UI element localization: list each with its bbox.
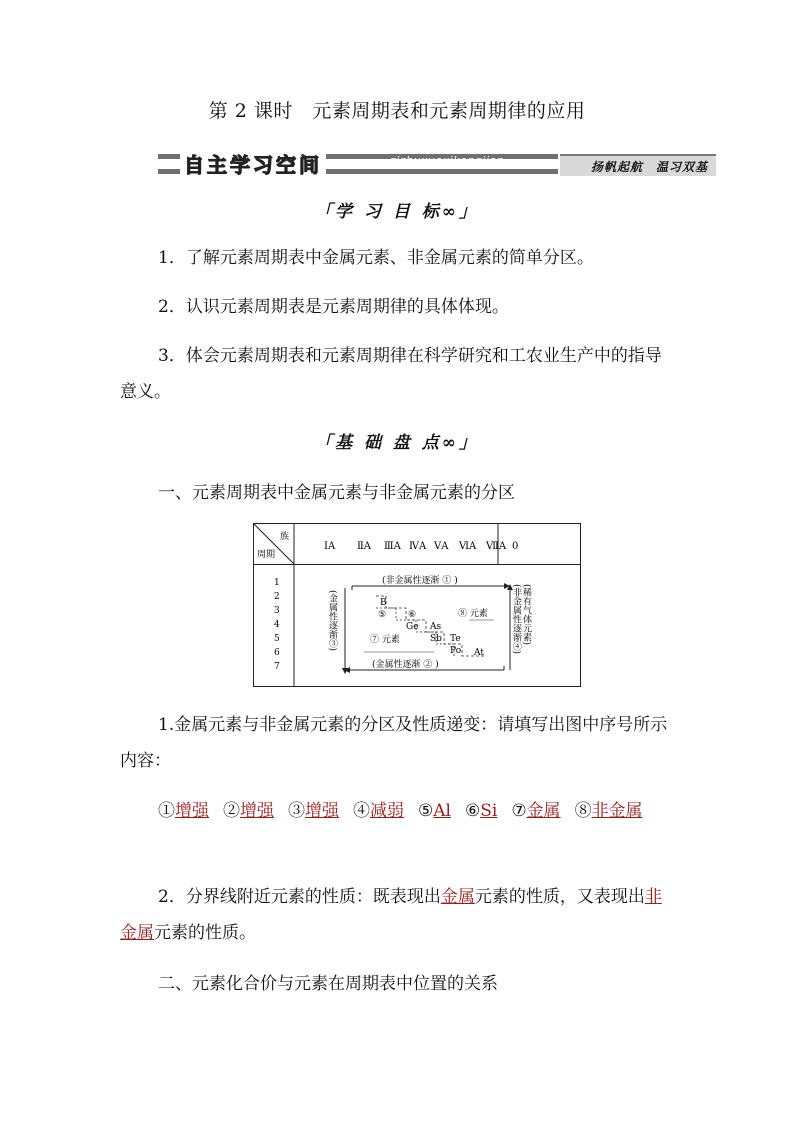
page-title: 第 2 课时 元素周期表和元素周期律的应用 <box>208 100 586 122</box>
goal-item-2: 2．认识元素周期表是元素周期律的具体体现。 <box>158 297 509 317</box>
group-label: ⅤA <box>434 541 449 552</box>
periodic-table-figure <box>253 523 581 687</box>
answer-number: ⑤ <box>418 801 434 821</box>
answer-number: ① <box>158 801 175 821</box>
q2-text-mid: 元素的性质，又表现出 <box>474 887 645 907</box>
answer-item <box>418 801 451 821</box>
answer-value: Si <box>480 801 498 821</box>
period-label: 3 <box>274 606 280 616</box>
element-label: ⑤ <box>378 610 387 620</box>
element-label: B <box>380 598 387 608</box>
answer-value: Al <box>433 801 451 821</box>
answer-value: 非金属 <box>591 801 643 821</box>
group-label: 0 <box>512 541 519 552</box>
group-labels <box>324 541 518 552</box>
period-label: 1 <box>274 578 280 588</box>
answer-item <box>353 801 404 821</box>
question-1: 1.金属元素与非金属元素的分区及性质递变：请填写出图中序号所示内容： <box>120 715 668 771</box>
period-labels <box>274 578 280 672</box>
period-label: 5 <box>274 634 280 644</box>
group-label: ⅢA <box>384 541 401 552</box>
answer-item <box>575 801 643 821</box>
answer-item <box>223 801 274 821</box>
period-label: 7 <box>274 662 280 672</box>
q2-text-pre: 2．分界线附近元素的性质：既表现出 <box>158 887 441 907</box>
group-label: ⅥA <box>459 541 477 552</box>
corner-period-label: 周期 <box>257 550 276 560</box>
element-label: As <box>430 622 442 632</box>
banner-motto-box <box>560 154 716 176</box>
answer-value: 减弱 <box>370 801 404 821</box>
element-label: ⑥ <box>408 610 417 620</box>
q2-answer-2: 非金属 <box>120 887 662 943</box>
period-label: 6 <box>274 648 280 658</box>
banner-title: 自主学习空间 <box>180 149 326 178</box>
group-label: ⅠA <box>324 541 336 552</box>
element-label: At <box>474 648 484 658</box>
section-banner <box>158 152 716 176</box>
answer-number: ② <box>223 801 240 821</box>
answer-value: 增强 <box>175 801 209 821</box>
banner-bars <box>158 152 558 176</box>
top-arrow-label: (非金属性逐渐 ① ) <box>382 576 458 586</box>
group-label: ⅣA <box>409 541 427 552</box>
nonmetal-region-label: ⑧ 元素 <box>458 609 488 619</box>
answer-number: ⑥ <box>464 801 481 821</box>
goals-tag: 「学 习 目 标∞」 <box>315 202 479 222</box>
answer-item <box>288 801 339 821</box>
section-2-heading: 二、元素化合价与元素在周期表中位置的关系 <box>158 974 498 994</box>
question-2 <box>120 879 676 951</box>
answer-number: ③ <box>288 801 305 821</box>
period-label: 2 <box>274 592 280 602</box>
q2-text-post: 元素的性质。 <box>154 923 256 943</box>
answer-item <box>511 801 560 821</box>
corner-group-label: 族 <box>280 532 290 542</box>
element-label: Sb <box>430 634 442 644</box>
group-label: ⅡA <box>357 541 372 552</box>
answer-number: ④ <box>353 801 370 821</box>
goal-item-3: 3．体会元素周期表和元素周期律在科学研究和工农业生产中的指导意义。 <box>120 346 662 402</box>
element-label: Ge <box>406 622 419 632</box>
element-label: Po <box>450 646 462 656</box>
answer-value: 金属 <box>526 801 561 821</box>
q2-answer-1: 金属 <box>440 887 475 907</box>
element-labels <box>378 598 484 658</box>
element-label: Te <box>450 634 461 644</box>
answer-number: ⑦ <box>511 801 527 821</box>
basics-tag: 「基 础 盘 点∞」 <box>315 433 479 453</box>
answer-value: 增强 <box>305 801 339 821</box>
banner-motto: 扬帆起航 温习双基 <box>590 160 708 174</box>
period-label: 4 <box>274 620 280 630</box>
right-vertical-label: (稀有气体元素) <box>521 584 531 646</box>
answer-value: 增强 <box>240 801 274 821</box>
figure-drawing <box>254 524 580 686</box>
left-vertical-label: (金属性逐渐③) <box>327 590 337 652</box>
group-label: ⅦA <box>486 541 507 552</box>
answer-item <box>465 801 497 821</box>
metal-region-label: ⑦ 元素 <box>370 635 400 645</box>
answer-item <box>158 801 209 821</box>
answers-line <box>120 793 676 829</box>
bottom-arrow-label: (金属性逐渐 ② ) <box>372 660 439 670</box>
right-sub-label: (非金属性逐渐④) <box>511 584 521 655</box>
answer-number: ⑧ <box>574 801 592 821</box>
banner-pinyin: zizhuxuexikongjian <box>390 154 505 167</box>
section-1-heading: 一、元素周期表中金属元素与非金属元素的分区 <box>158 483 515 503</box>
goal-item-1: 1．了解元素周期表中金属元素、非金属元素的简单分区。 <box>158 248 594 268</box>
